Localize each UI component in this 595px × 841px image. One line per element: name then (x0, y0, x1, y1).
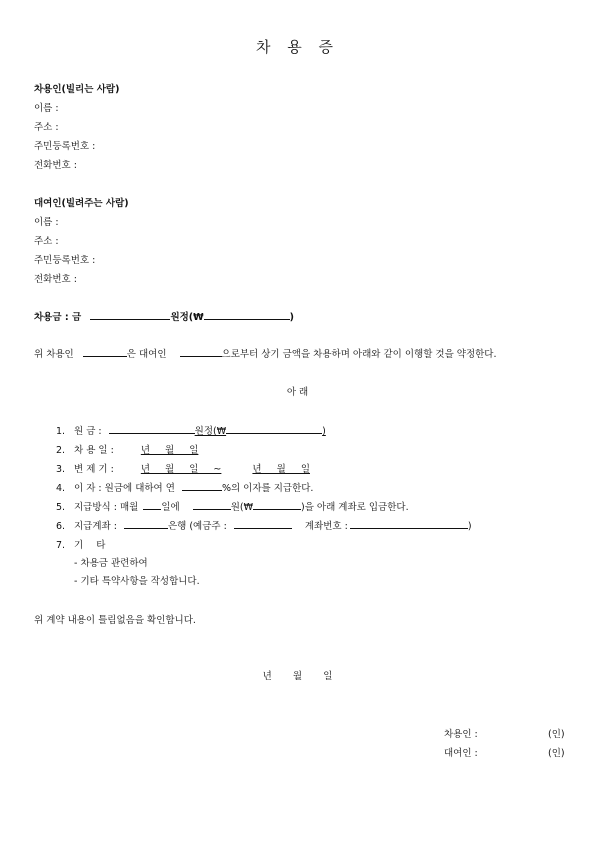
lender-address-field: 주소 : (34, 236, 59, 247)
sub-item: - 차용금 관련하여 (74, 558, 148, 569)
item-label: 지급방식 : (74, 502, 117, 513)
promise-part-2: 은 대여인 (126, 349, 167, 360)
principal-end: ) (322, 426, 326, 437)
sub-item: - 기타 특약사항을 작성합니다. (74, 576, 200, 587)
principal-won-text: 원정(₩ (194, 426, 227, 437)
borrower-address-field: 주소 : (34, 122, 59, 133)
item-label: 변 제 기 : (74, 464, 114, 475)
borrower-heading: 차용인(빌리는 사람) (34, 84, 120, 95)
item-other (56, 537, 105, 551)
item-interest (56, 480, 313, 494)
borrower-phone-field: 전화번호 : (34, 160, 77, 171)
payment-tail: )을 아래 계좌로 입금한다. (301, 502, 409, 513)
borrower-name-blank (83, 346, 127, 357)
repayment-end: 년 월 일 (252, 464, 310, 475)
account-number-text: 계좌번호 : (304, 521, 348, 532)
account-end: ) (467, 521, 472, 532)
item-repayment-period (56, 461, 310, 475)
notes-heading: 아 래 (286, 387, 309, 398)
borrower-seal: (인) (548, 729, 565, 740)
item-number: 3. (56, 464, 66, 475)
lender-name-blank (180, 346, 222, 357)
promise-part-3: 으로부터 상기 금액을 차용하며 아래와 같이 이행할 것을 약정한다. (221, 349, 497, 360)
item-label: 원 금 : (74, 426, 102, 437)
loan-amount-end: ) (289, 312, 294, 323)
account-number-blank (350, 518, 468, 529)
borrower-signature-label: 차용인 : (444, 729, 478, 740)
lender-signature-label: 대여인 : (444, 748, 478, 759)
payment-day-text: 일에 (161, 502, 180, 513)
document-title: 차 용 증 (255, 38, 339, 56)
account-holder-text: 은행 (예금주 : (167, 521, 227, 532)
lender-seal: (인) (548, 748, 565, 759)
borrower-id-field: 주민등록번호 : (34, 141, 96, 152)
loan-amount-blank (90, 309, 170, 320)
payment-monthly: 매월 (119, 502, 139, 513)
lender-phone-field: 전화번호 : (34, 274, 77, 285)
payment-amount-blank (193, 499, 231, 510)
promise-sentence (34, 346, 497, 360)
confirmation-text: 위 계약 내용이 틀림없음을 확인합니다. (34, 615, 196, 626)
lender-id-field: 주민등록번호 : (34, 255, 96, 266)
item-label: 차 용 일 : (74, 445, 114, 456)
item-number: 2. (56, 445, 66, 456)
payment-won-text: 원(₩ (230, 502, 254, 513)
item-number: 7. (56, 540, 66, 551)
interest-text-1: 원금에 대하여 연 (104, 483, 175, 494)
payment-day-blank (143, 499, 161, 510)
item-payment-method (56, 499, 409, 513)
account-holder-blank (234, 518, 292, 529)
loan-amount-won-blank (204, 309, 290, 320)
loan-amount-mid: 원정(₩ (170, 312, 204, 323)
borrower-name-field: 이름 : (34, 103, 59, 114)
item-number: 4. (56, 483, 66, 494)
promise-part-1: 위 차용인 (34, 349, 74, 360)
lender-name-field: 이름 : (34, 217, 59, 228)
item-loan-date (56, 442, 198, 456)
item-number: 5. (56, 502, 66, 513)
interest-rate-blank (182, 480, 222, 491)
item-principal (56, 423, 326, 437)
loan-amount-line (34, 309, 294, 323)
loan-amount-prefix: 차용금 : 금 (34, 312, 82, 323)
contract-date: 년 월 일 (262, 671, 333, 682)
item-number: 1. (56, 426, 66, 437)
loan-date-text: 년 월 일 (140, 445, 199, 456)
bank-name-blank (124, 518, 168, 529)
item-payment-account (56, 518, 472, 532)
repayment-start: 년 월 일 ~ (140, 464, 222, 475)
item-label: 이 자 : (74, 483, 102, 494)
principal-blank (109, 423, 195, 434)
interest-text-2: %의 이자를 지급한다. (221, 483, 314, 494)
item-label: 지급계좌 : (74, 521, 117, 532)
principal-won-blank (226, 423, 322, 434)
item-number: 6. (56, 521, 66, 532)
payment-won-blank (253, 499, 301, 510)
item-label: 기 타 (74, 540, 106, 551)
lender-heading: 대여인(빌려주는 사람) (34, 198, 129, 209)
